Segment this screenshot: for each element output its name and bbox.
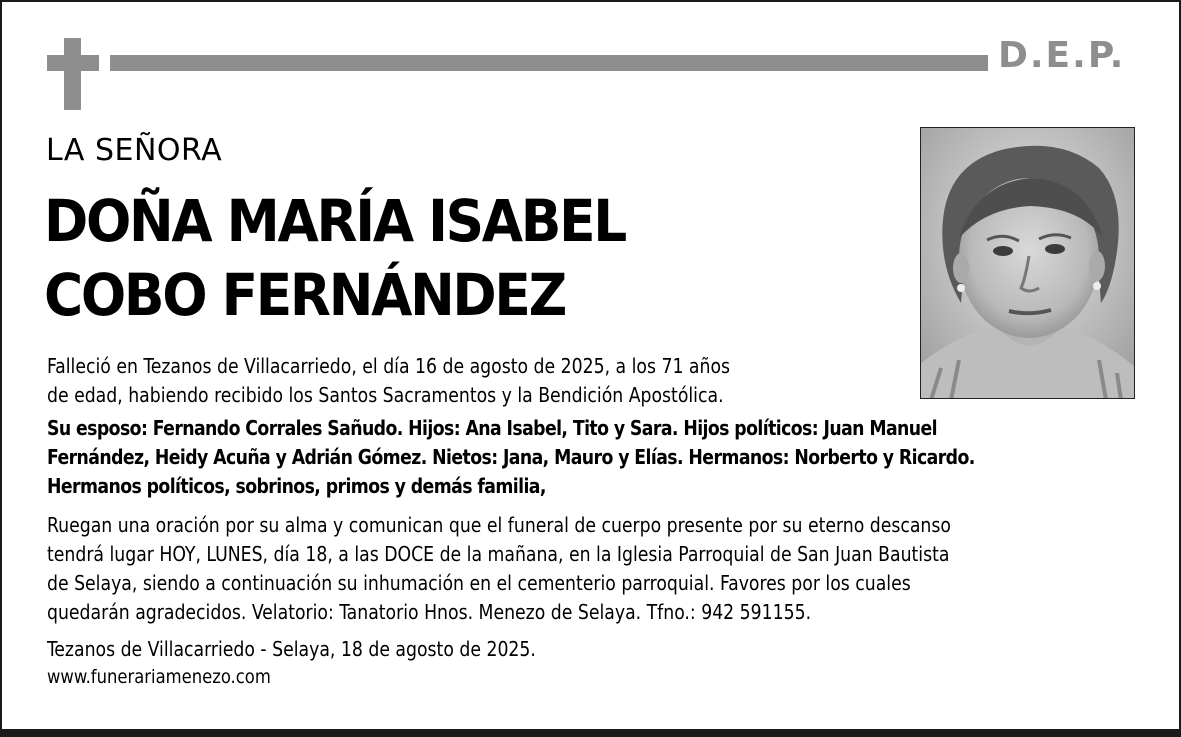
funeral-line: de Selaya, siendo a continuación su inhumación en el cementerio parroquial. Favores por los cuales bbox=[47, 571, 911, 595]
portrait-image-icon bbox=[921, 128, 1135, 399]
website[interactable] bbox=[47, 663, 623, 692]
header-rule bbox=[110, 55, 988, 71]
death-notice bbox=[47, 352, 863, 410]
place-date bbox=[47, 635, 815, 664]
website-link[interactable]: www.funerariamenezo.com bbox=[47, 666, 271, 688]
deceased-name-line-2: COBO FERNÁNDEZ bbox=[44, 261, 565, 329]
dep-label: D.E.P. bbox=[998, 35, 1126, 76]
place-date-line: Tezanos de Villacarriedo - Selaya, 18 de agosto de 2025. bbox=[47, 637, 536, 661]
bottom-rule bbox=[0, 729, 1181, 737]
funeral-line: Ruegan una oración por su alma y comunican que el funeral de cuerpo presente por su eterno descanso bbox=[47, 513, 951, 537]
family-line: Su esposo: Fernando Corrales Sañudo. Hijos: Ana Isabel, Tito y Sara. Hijos políticos: Juan Manuel bbox=[47, 416, 937, 440]
portrait-photo bbox=[920, 127, 1135, 399]
funeral-line: quedarán agradecidos. Velatorio: Tanatorio Hnos. Menezo de Selaya. Tfno.: 942 591155. bbox=[47, 600, 812, 624]
death-notice-line: Falleció en Tezanos de Villacarriedo, el día 16 de agosto de 2025, a los 71 años bbox=[47, 354, 731, 378]
family-line: Hermanos políticos, sobrinos, primos y demás familia, bbox=[47, 474, 546, 498]
funeral-line: tendrá lugar HOY, LUNES, día 18, a las DOCE de la mañana, en la Iglesia Parroquial de San Juan Bautista bbox=[47, 542, 950, 566]
family-line: Fernández, Heidy Acuña y Adrián Gómez. Nietos: Jana, Mauro y Elías. Hermanos: Norberto y Ricardo. bbox=[47, 445, 975, 469]
deceased-name-line-1: DOÑA MARÍA ISABEL bbox=[44, 187, 626, 255]
cross-icon bbox=[47, 38, 99, 110]
family-list bbox=[47, 414, 1093, 501]
honorific: LA SEÑORA bbox=[46, 133, 223, 168]
death-notice-line: de edad, habiendo recibido los Santos Sacramentos y la Bendición Apostólica. bbox=[47, 383, 724, 407]
funeral-details bbox=[47, 511, 1103, 627]
